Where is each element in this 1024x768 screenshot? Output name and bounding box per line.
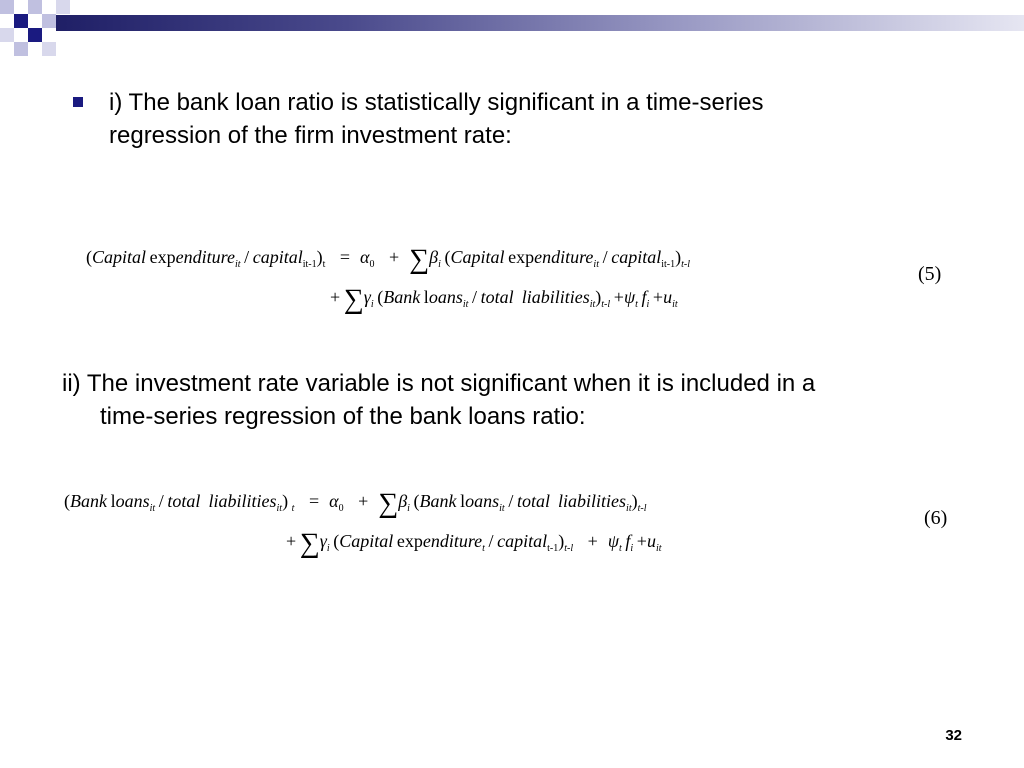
deco-square bbox=[56, 0, 70, 14]
equation-6-line-1: (Bank loans$_{it}$ / total liabilities$_{it}$) $_t = \alpha_0 + \sum\beta_i$ (Bank loans$_{it}$ / total $liabilities_{it})_{t-l}$ bbox=[64, 488, 647, 519]
deco-square bbox=[0, 0, 14, 14]
bullet1-line2: regression of the firm investment rate: bbox=[109, 122, 512, 149]
deco-square bbox=[42, 14, 56, 28]
header-gradient-bar bbox=[56, 15, 1024, 31]
deco-square bbox=[42, 42, 56, 56]
bullet2-line2: time-series regression of the bank loans ratio: bbox=[100, 403, 586, 430]
header-decoration bbox=[0, 0, 1024, 70]
equation-5-line-1: (Capital expenditure$_{it}$ / $capital_{it-1})_t = \alpha_0 + \sum\beta_i$ (Capital expenditure$_{it}$ / $capital_{it-1})_{t-l}$ bbox=[86, 244, 690, 275]
bullet1-line1: i) The bank loan ratio is statistically significant in a time-series bbox=[109, 89, 764, 116]
bullet2-line1: ii) The investment rate variable is not significant when it is included in a bbox=[62, 370, 816, 397]
page-number: 32 bbox=[945, 727, 962, 744]
bullet-text-2 bbox=[62, 367, 982, 433]
equation-5-number: (5) bbox=[918, 263, 942, 285]
deco-square bbox=[14, 42, 28, 56]
deco-square bbox=[28, 28, 42, 42]
equation-5-line-2: + $\sum\gamma_i$ (Bank loans$_{it}$ / total $liabilities_{it})_{t-l} +\psi_t$ $f_i +u_{it}$ bbox=[330, 284, 678, 315]
equation-6-line-2: + $\sum\gamma_i$ (Capital expenditure$_t$ / $capital_{t-1})_{t-l} + \psi_t$ $f_i +u_{it}$ bbox=[286, 528, 662, 559]
bullet-marker bbox=[73, 97, 83, 107]
deco-square bbox=[14, 14, 28, 28]
deco-square bbox=[0, 28, 14, 42]
bullet-text-1 bbox=[109, 86, 929, 152]
equation-6-number: (6) bbox=[924, 507, 948, 529]
deco-square bbox=[28, 0, 42, 14]
